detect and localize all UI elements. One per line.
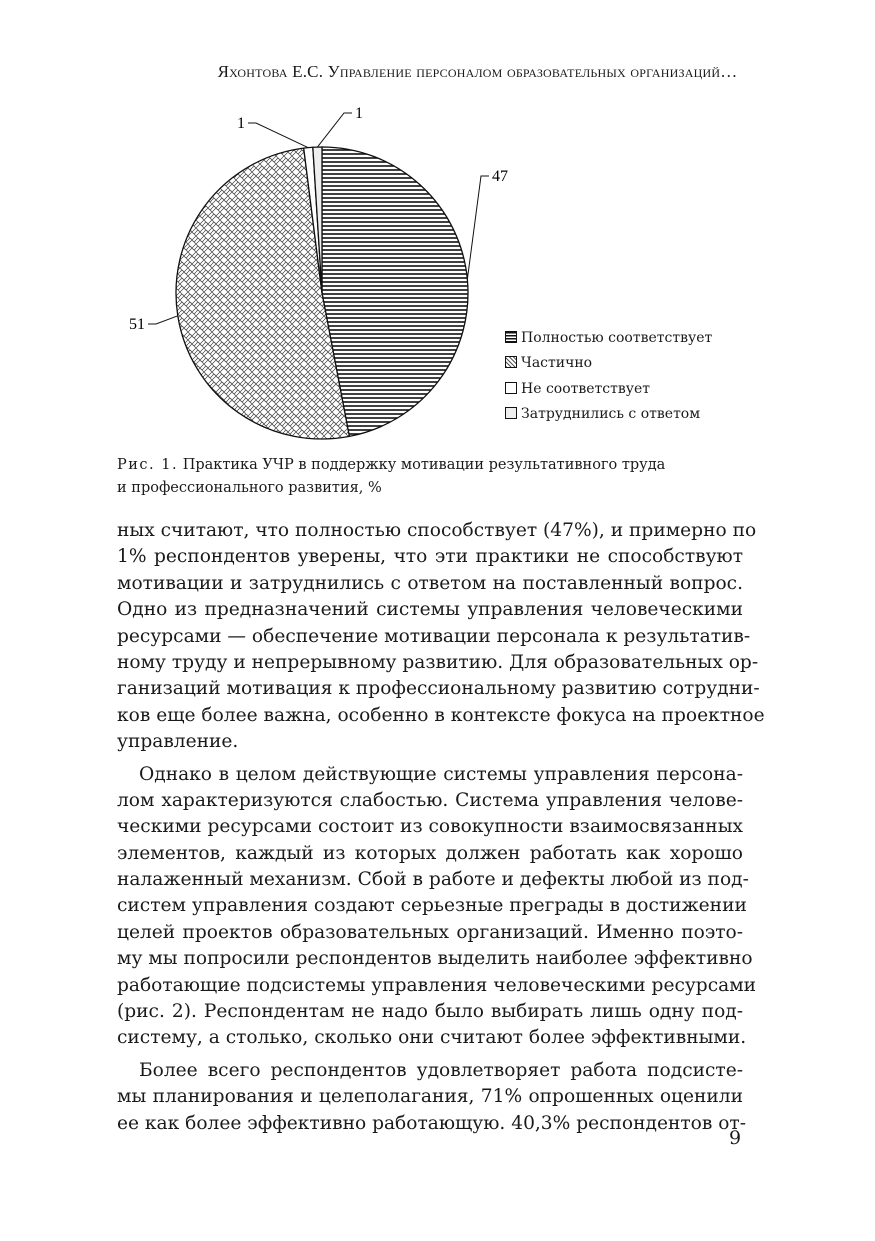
legend-item-full — [505, 330, 712, 346]
text-line: ных считают, что полностью способствует (47%), и примерно по — [117, 520, 757, 541]
text-line: ее как более эффективно работающую. 40,3% респондентов от- — [117, 1112, 746, 1134]
text-line: ческими ресурсами состоит из совокупности взаимосвязанных — [117, 816, 743, 838]
caption-text: Практика УЧР в поддержку мотивации результативного труда — [178, 457, 666, 473]
text-line: систем управления создают серьезные преграды в достижении — [117, 895, 747, 917]
text-line: ресурсами — обеспечение мотивации персонала к результатив- — [117, 625, 751, 647]
text-line: систему, а столько, сколько они считают более эффективными. — [117, 1027, 747, 1049]
paragraph — [117, 518, 765, 756]
paragraph — [117, 762, 757, 1052]
legend-label: Затруднились с ответом — [521, 406, 701, 422]
figure-number: Рис. 1. — [117, 457, 179, 473]
text-line: лом характеризуются слабостью. Система управления челове- — [117, 789, 743, 811]
page-number: 9 — [729, 1127, 742, 1149]
legend-swatch — [505, 382, 517, 394]
caption-text-2: и профессионального развития, % — [117, 480, 382, 496]
leader-line — [248, 123, 308, 148]
text-line: мотивации и затруднились с ответом на поставленный вопрос. — [117, 572, 743, 594]
legend-item-partial — [505, 355, 592, 371]
text-line: ков еще более важна, особенно в контексте фокуса на проектное — [117, 704, 765, 726]
text-line: ганизаций мотивация к профессиональному развитию сотрудни- — [117, 678, 760, 700]
text-line: Одно из предназначений системы управления человеческими — [117, 599, 743, 621]
legend-label: Частично — [521, 355, 593, 371]
leader-line — [148, 316, 178, 324]
data-label: 1 — [355, 105, 363, 122]
paragraph — [117, 1058, 746, 1137]
figure-caption — [117, 454, 665, 500]
text-line: му мы попросили респондентов выделить наиболее эффективно — [117, 948, 753, 970]
text-line: Более всего респондентов удовлетворяет работа подсисте- — [139, 1059, 743, 1081]
text-line: целей проектов образовательных организаций. Именно поэто- — [117, 921, 743, 943]
legend-item-not — [505, 381, 650, 397]
leader-line — [467, 176, 489, 279]
text-line: мы планирования и целеполагания, 71% опрошенных оценили — [117, 1086, 743, 1108]
text-line: Однако в целом действующие системы управления персона- — [139, 763, 743, 785]
body-text — [117, 518, 765, 1143]
text-line: налаженный механизм. Сбой в работе и дефекты любой из под- — [117, 869, 749, 891]
legend-label: Полностью соответствует — [521, 330, 713, 346]
pie-chart — [100, 100, 740, 450]
text-line: (рис. 2). Респондентам не надо было выбирать лишь одну под- — [117, 1001, 743, 1023]
text-line: управление. — [117, 731, 239, 753]
legend-swatch — [505, 407, 517, 419]
text-line: элементов, каждый из которых должен работать как хорошо — [117, 842, 743, 864]
text-line: ному труду и непрерывному развитию. Для образовательных ор- — [117, 651, 759, 673]
text-line: 1% респондентов уверены, что эти практики не способствуют — [117, 546, 743, 568]
legend-label: Не соответствует — [521, 381, 651, 397]
pie-slice — [322, 147, 468, 436]
legend-swatch — [505, 356, 517, 368]
text-line: работающие подсистемы управления человеческими ресурсами — [117, 974, 757, 996]
data-label: 1 — [237, 115, 245, 132]
data-label: 51 — [129, 316, 145, 333]
data-label: 47 — [492, 168, 508, 185]
leader-line — [317, 113, 352, 147]
running-header: Яхонтова Е.С. Управление персоналом образовательных организаций… — [217, 62, 738, 81]
legend-swatch — [505, 331, 517, 343]
legend-item-unsure — [505, 406, 700, 422]
